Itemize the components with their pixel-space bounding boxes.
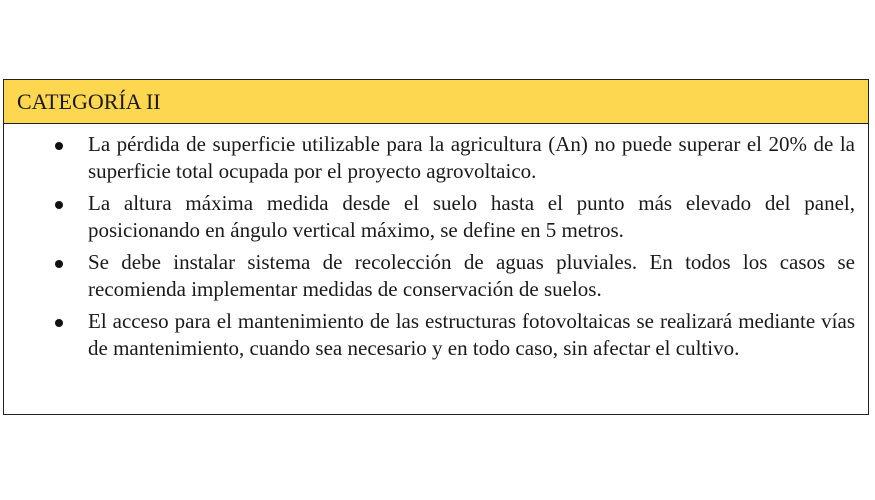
list-item	[4, 249, 868, 303]
bullet-icon	[55, 260, 63, 268]
list-item	[4, 308, 868, 362]
category-header	[4, 80, 868, 124]
list-item	[4, 131, 868, 185]
list-item-text: La altura máxima medida desde el suelo hasta el punto más elevado del panel, posicionando en ángulo vertical máximo, se define en 5 metros.	[88, 191, 855, 242]
bullet-icon	[55, 319, 63, 327]
bullet-icon	[55, 142, 63, 150]
list-item-text: La pérdida de superficie utilizable para la agricultura (An) no puede superar el 20% de la superficie total ocupada por el proyecto agrovoltaico.	[88, 132, 855, 183]
category-table	[3, 79, 869, 415]
list-item	[4, 190, 868, 244]
list-item-text: Se debe instalar sistema de recolección de aguas pluviales. En todos los casos se recomienda implementar medidas de conservación de suelos.	[88, 250, 855, 301]
list-item-text: El acceso para el mantenimiento de las estructuras fotovoltaicas se realizará mediante vías de mantenimiento, cuando sea necesario y en todo caso, sin afectar el cultivo.	[88, 309, 855, 360]
requirements-list	[4, 131, 868, 362]
bullet-icon	[55, 201, 63, 209]
category-title: CATEGORÍA II	[17, 88, 161, 114]
